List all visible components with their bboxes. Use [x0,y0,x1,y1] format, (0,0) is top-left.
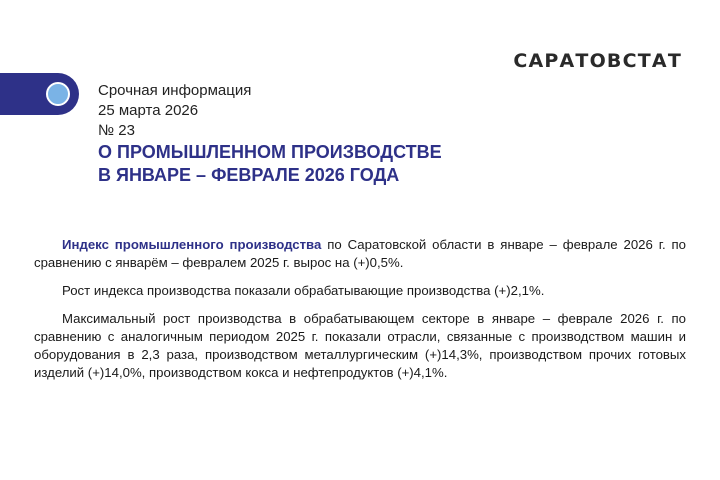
document-title [98,141,442,187]
paragraph-2-text: Рост индекса производства показали обрабатывающие производства (+)2,1%. [62,283,545,298]
circle-icon [46,82,70,106]
brand-logo-text: САРАТОВСТАТ [513,50,682,72]
paragraph-1-highlight: Индекс промышленного производства [62,237,322,252]
title-line-1: О ПРОМЫШЛЕННОМ ПРОИЗВОДСТВЕ [98,142,442,162]
document-number: № 23 [98,122,135,139]
header-tab-decoration [0,73,79,115]
document-date: 25 марта 2026 [98,102,199,119]
paragraph-1 [34,236,686,272]
document-body [34,236,686,392]
paragraph-2 [34,282,686,300]
document-meta [98,81,251,141]
paragraph-3 [34,310,686,382]
title-line-2: В ЯНВАРЕ – ФЕВРАЛЕ 2026 ГОДА [98,165,400,185]
document-label: Срочная информация [98,82,252,99]
paragraph-1-text: по Саратовской области в январе – феврале 2026 г. по сравнению с январём – февралем 2025 г. вырос на (+)0,5%. [34,237,686,270]
paragraph-3-text: Максимальный рост производства в обрабатывающем секторе в январе – феврале 2026 г. по сравнению с аналогичным периодом 2025 г. показали отрасли, связанные с производством машин и оборудования в 2,3 раза, производством металлургическим (+)14,3%, производством прочих готовых изделий (+)14,0%, производством кокса и нефтепродуктов (+)4,1%. [34,311,686,380]
